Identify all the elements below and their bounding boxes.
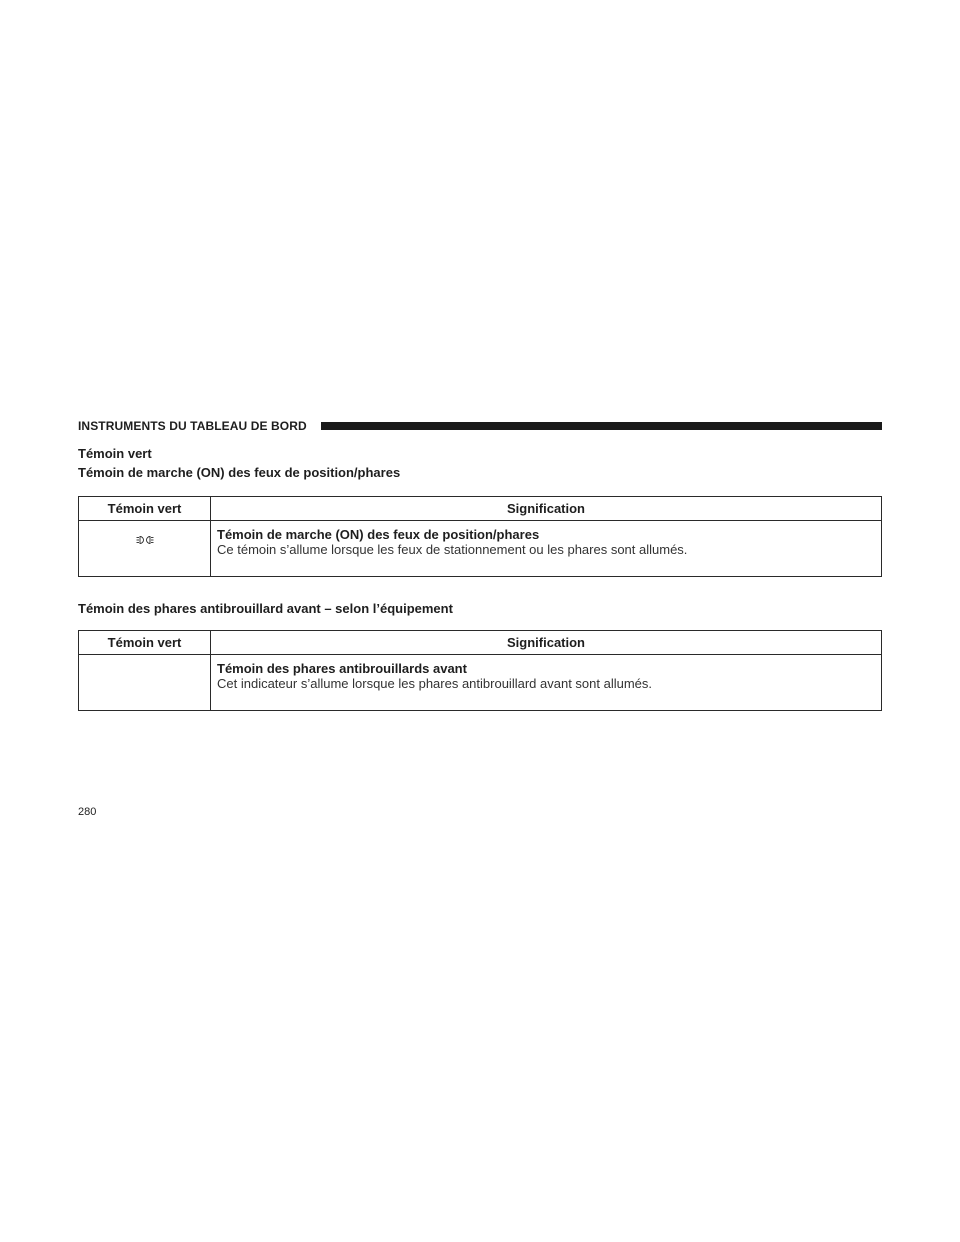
indicator-cell (79, 655, 211, 711)
meaning-cell (211, 655, 882, 711)
section-header-bar (321, 422, 882, 430)
col-header-meaning: Signification (211, 497, 882, 521)
col-header-meaning: Signification (211, 631, 882, 655)
meaning-body: Cet indicateur s’allume lorsque les phares antibrouillard avant sont allumés. (217, 676, 653, 691)
meaning-title: Témoin de marche (ON) des feux de position/phares (217, 527, 540, 542)
section-title: INSTRUMENTS DU TABLEAU DE BORD (78, 419, 307, 433)
heading-green-indicator: Témoin vert (78, 446, 152, 461)
col-header-indicator: Témoin vert (79, 497, 211, 521)
table-row (79, 521, 882, 577)
position-lights-icon (136, 533, 154, 548)
table-header-row (79, 497, 882, 521)
meaning-body: Ce témoin s’allume lorsque les feux de stationnement ou les phares sont allumés. (217, 542, 688, 557)
heading-front-fog-lights: Témoin des phares antibrouillard avant – selon l’équipement (78, 601, 453, 616)
table-row (79, 655, 882, 711)
heading-position-lights: Témoin de marche (ON) des feux de position/phares (78, 465, 401, 480)
meaning-cell (211, 521, 882, 577)
table-position-lights (78, 496, 882, 577)
table-header-row (79, 631, 882, 655)
col-header-indicator: Témoin vert (79, 631, 211, 655)
section-header (78, 418, 882, 434)
meaning-title: Témoin des phares antibrouillards avant (217, 661, 467, 676)
table-front-fog-lights (78, 630, 882, 711)
page-number: 280 (78, 806, 97, 818)
indicator-cell (79, 521, 211, 577)
